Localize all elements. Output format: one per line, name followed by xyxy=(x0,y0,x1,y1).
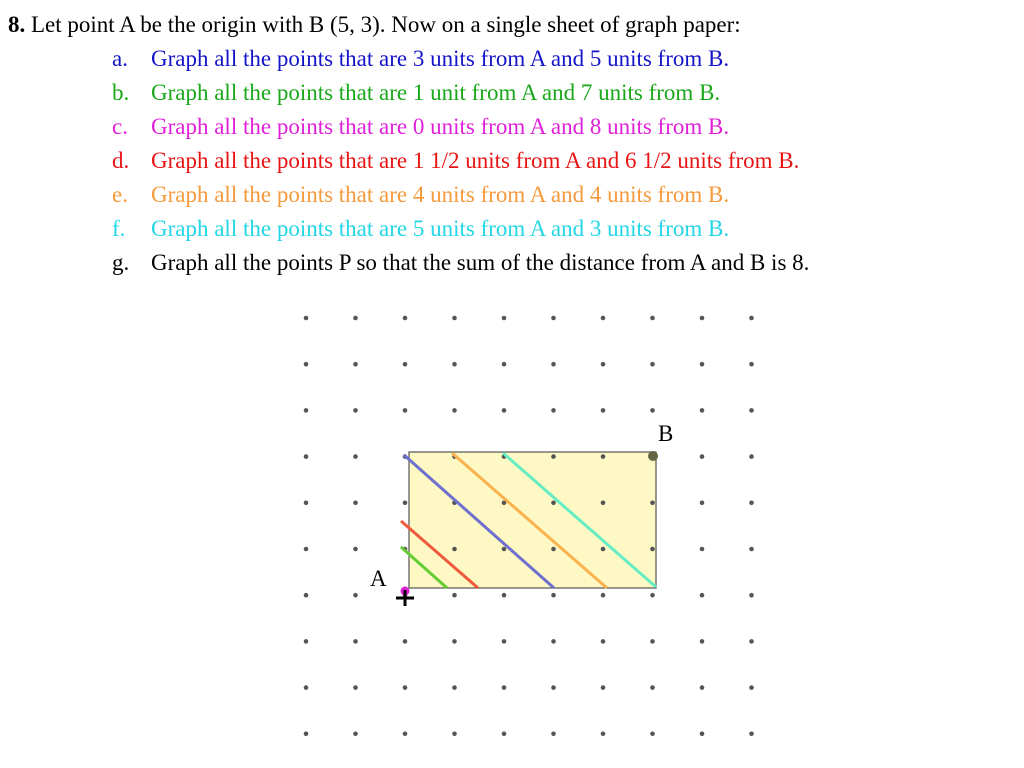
item-letter: a. xyxy=(112,46,128,71)
grid-dot xyxy=(601,362,606,367)
point-b-marker xyxy=(648,451,658,461)
grid-dot xyxy=(551,501,556,506)
grid-dot xyxy=(700,547,705,552)
grid-dot xyxy=(749,547,754,552)
grid-dot xyxy=(353,408,358,413)
grid-dot xyxy=(502,593,507,598)
grid-dot xyxy=(749,362,754,367)
grid-dot xyxy=(403,639,408,644)
grid-dot xyxy=(601,408,606,413)
grid-dot xyxy=(502,639,507,644)
grid-dot xyxy=(650,685,655,690)
grid-dot xyxy=(304,685,309,690)
grid-dot xyxy=(353,685,358,690)
grid-dot xyxy=(551,316,556,321)
grid-dot xyxy=(353,732,358,737)
item-e xyxy=(8,178,1008,212)
item-c xyxy=(8,110,1008,144)
problem-item-list xyxy=(8,42,1008,280)
item-g xyxy=(8,246,1008,280)
grid-dot xyxy=(304,501,309,506)
grid-dot xyxy=(700,732,705,737)
grid-dot xyxy=(304,593,309,598)
grid-dot xyxy=(304,547,309,552)
item-text: Graph all the points that are 5 units from A and 3 units from B. xyxy=(151,216,730,241)
item-text: Graph all the points that are 4 units from A and 4 units from B. xyxy=(151,182,730,207)
grid-dot xyxy=(304,732,309,737)
grid-dot xyxy=(353,639,358,644)
problem-8 xyxy=(8,8,1008,280)
item-text: Graph all the points that are 3 units from A and 5 units from B. xyxy=(151,46,730,71)
item-text: Graph all the points that are 0 units from A and 8 units from B. xyxy=(151,114,730,139)
problem-number: 8. xyxy=(8,12,26,37)
grid-dot xyxy=(403,408,408,413)
grid-dot xyxy=(650,547,655,552)
grid-dot xyxy=(650,639,655,644)
grid-dot xyxy=(452,547,457,552)
grid-dot xyxy=(749,454,754,459)
grid-dot xyxy=(452,685,457,690)
grid-dot xyxy=(452,639,457,644)
problem-intro-text: Let point A be the origin with B (5, 3). Now on a single sheet of graph paper: xyxy=(31,12,741,37)
grid-dot xyxy=(700,362,705,367)
grid-dot xyxy=(601,316,606,321)
point-a-label: A xyxy=(370,566,387,591)
grid-dot xyxy=(601,685,606,690)
grid-dot xyxy=(700,685,705,690)
grid-dot xyxy=(353,454,358,459)
grid-dot xyxy=(353,316,358,321)
grid-dot xyxy=(650,732,655,737)
grid-dot xyxy=(700,501,705,506)
grid-dot xyxy=(749,639,754,644)
item-b xyxy=(8,76,1008,110)
grid-dot xyxy=(353,362,358,367)
item-text: Graph all the points that are 1 unit from A and 7 units from B. xyxy=(151,80,721,105)
grid-dot xyxy=(502,316,507,321)
grid-dot xyxy=(551,547,556,552)
item-d xyxy=(8,144,1008,178)
item-letter: b. xyxy=(112,80,130,105)
grid-dot xyxy=(601,639,606,644)
grid-dot xyxy=(601,593,606,598)
grid-dot xyxy=(403,501,408,506)
grid-dot xyxy=(749,316,754,321)
grid-dot xyxy=(353,547,358,552)
grid-dot xyxy=(502,362,507,367)
grid-dot xyxy=(601,547,606,552)
grid-dot xyxy=(304,639,309,644)
grid-dot xyxy=(650,408,655,413)
grid-dot xyxy=(551,685,556,690)
grid-dot xyxy=(304,316,309,321)
grid-dot xyxy=(403,685,408,690)
point-b-label: B xyxy=(658,421,674,446)
grid-dot xyxy=(650,316,655,321)
grid-dot xyxy=(700,639,705,644)
graph-paper xyxy=(290,300,770,750)
grid-dot xyxy=(700,316,705,321)
item-letter: f. xyxy=(112,216,126,241)
grid-dot xyxy=(304,408,309,413)
grid-dot xyxy=(551,593,556,598)
grid-dot xyxy=(700,593,705,598)
origin-cross-icon xyxy=(396,590,414,606)
grid-dot xyxy=(551,408,556,413)
grid-dot xyxy=(502,408,507,413)
grid-dot xyxy=(403,316,408,321)
item-letter: e. xyxy=(112,182,128,207)
item-letter: c. xyxy=(112,114,128,139)
item-letter: d. xyxy=(112,148,130,173)
grid-dot xyxy=(650,362,655,367)
grid-dot xyxy=(502,732,507,737)
grid-dot xyxy=(551,732,556,737)
grid-dot xyxy=(452,593,457,598)
grid-dot xyxy=(452,732,457,737)
grid-dot xyxy=(650,593,655,598)
grid-dot xyxy=(452,408,457,413)
grid-dot xyxy=(749,732,754,737)
item-f xyxy=(8,212,1008,246)
item-text: Graph all the points that are 1 1/2 units from A and 6 1/2 units from B. xyxy=(151,148,800,173)
grid-dot xyxy=(601,454,606,459)
item-text: Graph all the points P so that the sum of the distance from A and B is 8. xyxy=(151,250,810,275)
grid-dot xyxy=(551,362,556,367)
grid-dot xyxy=(749,501,754,506)
grid-dot xyxy=(502,685,507,690)
grid-dot xyxy=(551,639,556,644)
grid-dot xyxy=(304,362,309,367)
grid-dot xyxy=(601,732,606,737)
grid-dot xyxy=(353,593,358,598)
grid-dot xyxy=(304,454,309,459)
problem-intro xyxy=(8,8,1008,42)
grid-dot xyxy=(403,732,408,737)
grid-dot xyxy=(749,408,754,413)
item-a xyxy=(8,42,1008,76)
grid-dot xyxy=(452,362,457,367)
grid-dot xyxy=(749,685,754,690)
grid-dot xyxy=(353,501,358,506)
grid-dot xyxy=(650,501,655,506)
grid-dot xyxy=(601,501,606,506)
grid-dot xyxy=(452,316,457,321)
grid-dot xyxy=(749,593,754,598)
grid-dot xyxy=(700,408,705,413)
grid-dot xyxy=(551,454,556,459)
grid-dot xyxy=(700,454,705,459)
item-letter: g. xyxy=(112,250,130,275)
grid-dot xyxy=(403,362,408,367)
grid-dot xyxy=(502,547,507,552)
